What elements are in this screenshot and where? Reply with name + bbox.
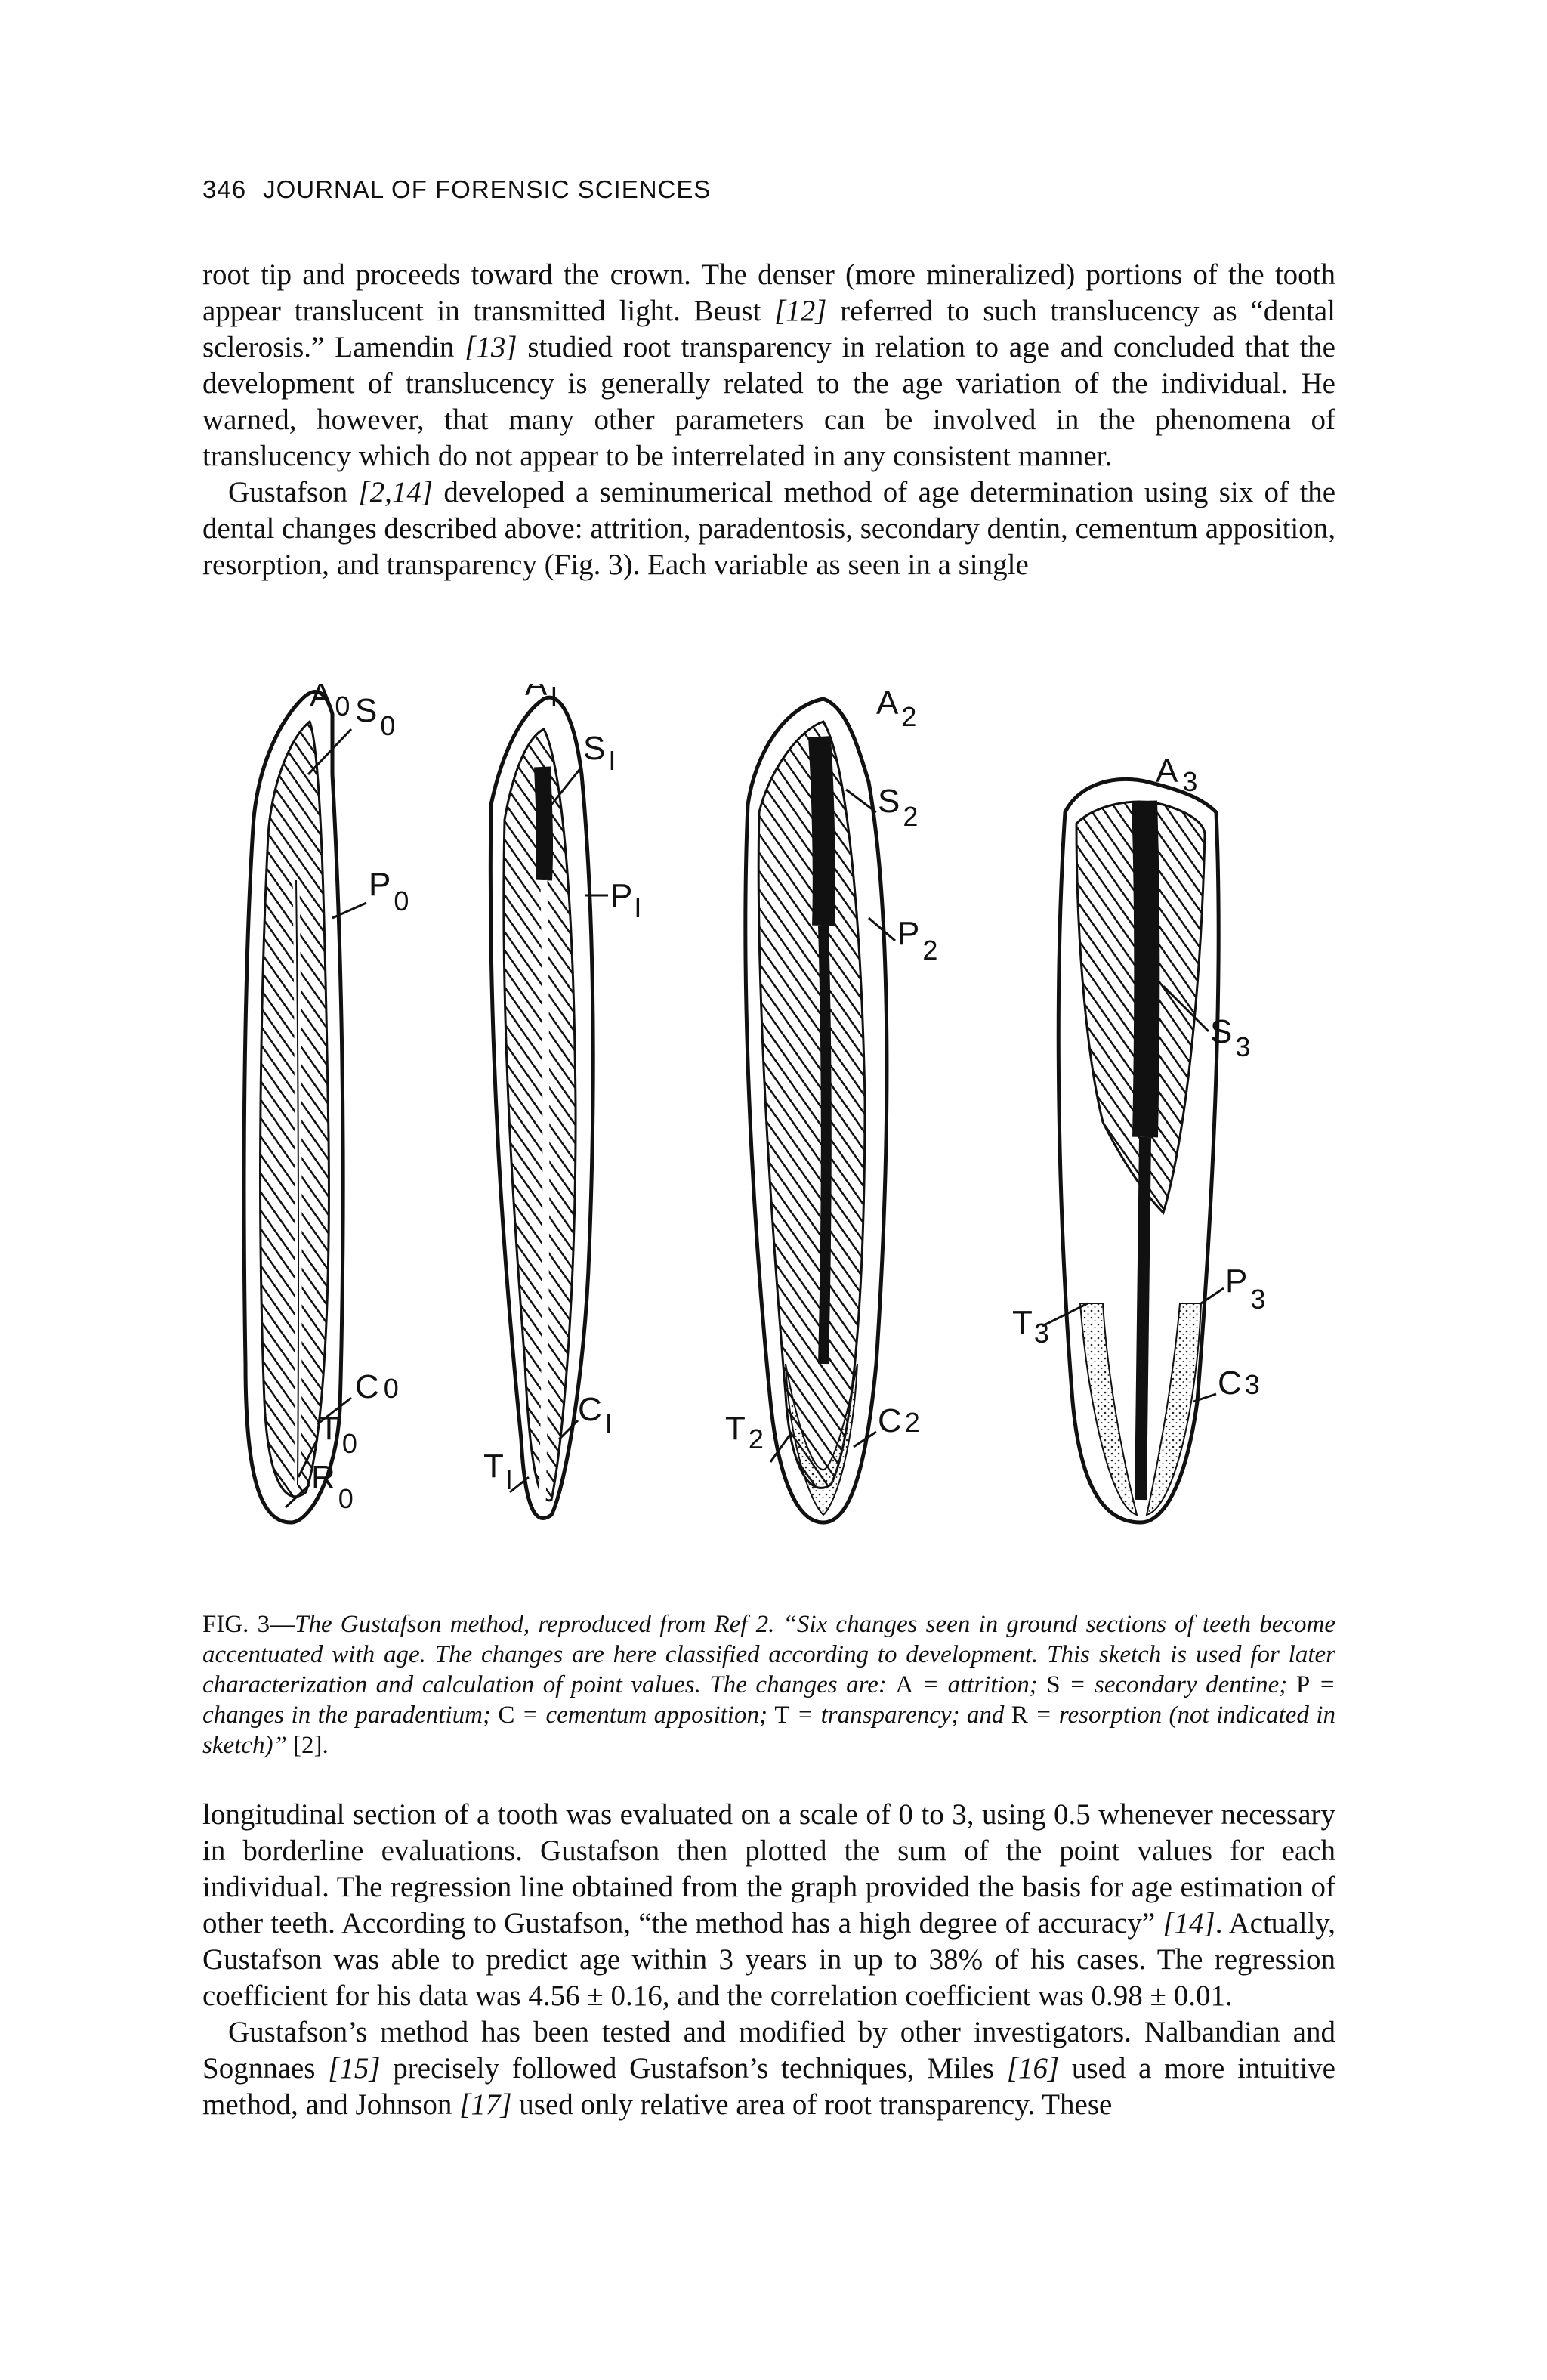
label-T1: $T_I$ xyxy=(483,1448,513,1495)
pulp-chamber xyxy=(1144,801,1147,1137)
dentin-hatching xyxy=(261,722,329,1497)
label-P2: P $_2$ xyxy=(897,915,938,966)
pulp-chamber xyxy=(820,737,824,926)
label-C1: C $_I$ xyxy=(578,1391,613,1439)
caption-text: = cementum apposition; xyxy=(514,1702,775,1729)
caption-citation: [2]. xyxy=(293,1732,329,1759)
label-S1: S $_I$ xyxy=(583,730,616,776)
caption-text: = transparency; and xyxy=(789,1702,1011,1729)
paragraph-gustafson xyxy=(202,474,1335,583)
caption-text: = changes in the paradentium; xyxy=(202,1671,1335,1729)
figure-number: FIG. 3— xyxy=(202,1611,295,1638)
label-S0: S $_0$ xyxy=(355,692,396,741)
text-run: longitudinal section of a tooth was evaluated on a scale of 0 to 3, using 0.5 whenever necessary in borderline evaluations. Gustafson then plotted the sum of the point values for each individual. The regression line obtained from the graph provided the basis for age estimation of other teeth. According to Gustafson, “the method has a high degree of accuracy” xyxy=(202,1798,1335,1940)
label-A1: A $_I$ xyxy=(525,684,558,712)
citation-2-14: [2,14] xyxy=(358,476,434,508)
caption-text: The Gustafson method, reproduced from Ref 2. “Six changes seen in ground sections of teeth become accentuated with age. The changes are here classified according to development. This sketch is used for later characterization and calculation of point values. The changes are: xyxy=(202,1611,1335,1698)
label-R0: $R_0$ xyxy=(311,1459,354,1514)
label-C2: C 2 xyxy=(878,1402,920,1439)
caption-symbol-a: A xyxy=(895,1671,914,1698)
pulp-canal xyxy=(823,926,826,1364)
label-S2: S $_2$ xyxy=(878,783,919,832)
label-A2: A $_2$ xyxy=(876,685,917,732)
text-run: used a more intuitive method, and Johnson xyxy=(202,2052,1335,2121)
label-S3: S $_3$ xyxy=(1210,1013,1251,1062)
caption-text: = resorption (not indicated in sketch)” xyxy=(202,1702,1335,1759)
tooth-2 xyxy=(746,699,895,1522)
text-run: precisely followed Gustafson’s techniques, Miles xyxy=(380,2052,1007,2085)
label-P3: P $_3$ xyxy=(1225,1263,1266,1315)
top-body-text xyxy=(202,257,1335,583)
journal-title: JOURNAL OF FORENSIC SCIENCES xyxy=(263,175,712,203)
figure-tooth-sections xyxy=(227,684,1360,1598)
label-P1: $P_I$ xyxy=(610,877,642,923)
caption-text: = attrition; xyxy=(913,1671,1047,1698)
caption-symbol-t: T xyxy=(774,1702,790,1729)
text-run: Gustafson’s method has been tested and modified by other investigators. Nalbandian and Sognnaes xyxy=(202,2016,1335,2085)
label-C0: C 0 xyxy=(355,1368,399,1405)
text-run: developed a seminumerical method of age determination using six of the dental changes described above: attrition, paradentosis, secondary dentin, cementum apposition, resorption, and transparency (Fig. 3). Each variable as seen in a single xyxy=(202,476,1336,581)
citation-14: [14] xyxy=(1163,1907,1215,1940)
paragraph-modifications xyxy=(202,2014,1335,2123)
text-run: root tip and proceeds toward the crown. The denser (more mineralized) portions of the tooth appear translucent in transmitted light. Beust xyxy=(202,258,1335,327)
caption-symbol-r: R xyxy=(1011,1702,1028,1729)
label-T3: $T_3$ xyxy=(1012,1304,1049,1349)
label-T2: T $_2$ xyxy=(725,1410,764,1454)
pulp-chamber xyxy=(542,767,545,880)
tooth-3 xyxy=(1042,779,1224,1522)
text-run: Gustafson xyxy=(228,476,359,508)
label-P0: P $_0$ xyxy=(369,866,409,916)
pulp-canal xyxy=(542,880,546,1507)
tooth-0 xyxy=(244,691,366,1522)
paragraph-scoring xyxy=(202,1797,1335,2014)
paragraph-translucency xyxy=(202,257,1335,474)
figure-caption xyxy=(202,1609,1335,1760)
caption-symbol-s: S xyxy=(1046,1671,1061,1698)
text-run: . Actually, Gustafson was able to predict age within 3 years in up to 38% of his cases. The regression coefficient for his data was 4.56 ± 0.16, and the correlation coefficient was 0.98 ± 0.01. xyxy=(202,1907,1335,2012)
citation-16: [16] xyxy=(1006,2052,1060,2085)
citation-12: [12] xyxy=(774,295,827,327)
label-A3: A $_3$ xyxy=(1156,753,1198,797)
pulp-canal xyxy=(1141,1137,1145,1500)
text-run: referred to such translucency as “dental sclerosis.” Lamendin xyxy=(202,295,1335,363)
citation-17: [17] xyxy=(459,2088,512,2121)
text-run: studied root transparency in relation to age and concluded that the development of translucency is generally related to the age variation of the individual. He warned, however, that many other parameters can be involved in the phenomena of translucency which do not appear to be interrelated in any consistent manner. xyxy=(202,331,1335,472)
bottom-body-text xyxy=(202,1797,1335,2123)
running-head xyxy=(202,175,711,204)
citation-13: [13] xyxy=(465,331,517,363)
label-C3: C 3 xyxy=(1218,1365,1260,1402)
text-run: used only relative area of root transparency. These xyxy=(511,2088,1113,2121)
tooth-diagram xyxy=(227,684,1360,1598)
page-number: 346 xyxy=(202,175,247,203)
citation-15: [15] xyxy=(328,2052,381,2085)
caption-text: = secondary dentine; xyxy=(1060,1671,1296,1698)
label-A0: A $_0$ xyxy=(310,684,350,722)
caption-symbol-c: C xyxy=(498,1702,515,1729)
caption-symbol-p: P xyxy=(1295,1671,1311,1698)
label-T0: T $_0$ xyxy=(319,1410,357,1459)
